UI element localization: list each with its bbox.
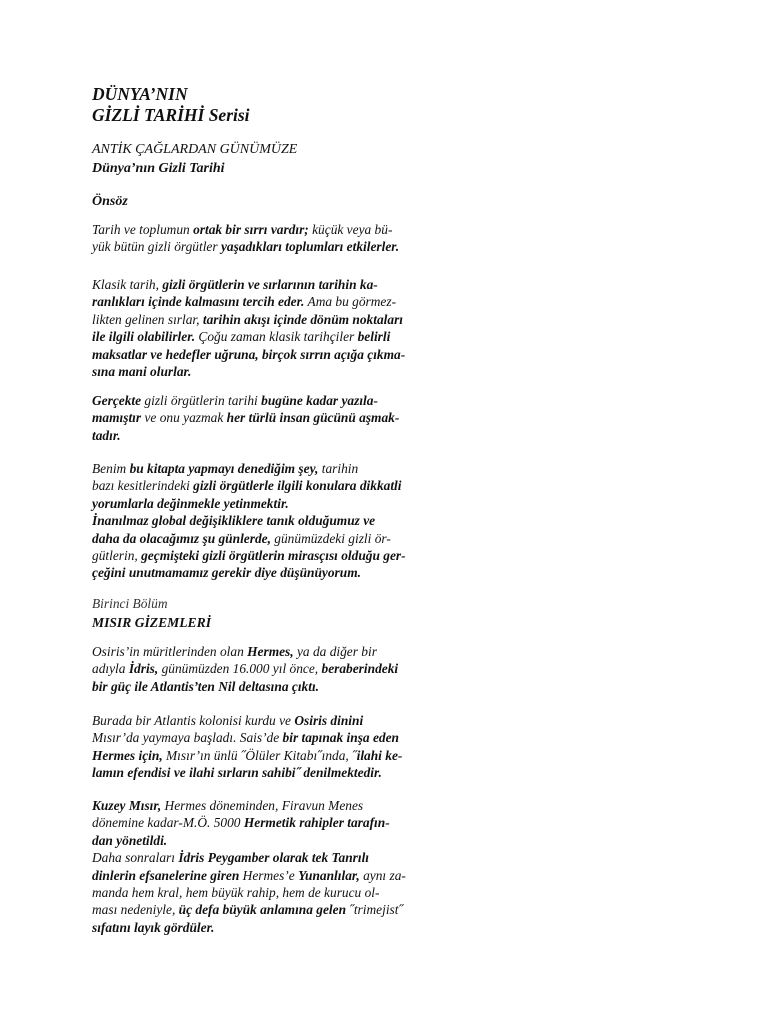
bold-phrase: Hermes,: [247, 644, 294, 659]
part-title: MISIR GİZEMLERİ: [92, 614, 211, 630]
bold-phrase: bu kitapta yapmayı denediğim şey,: [129, 461, 319, 476]
text-run: küçük veya bü-: [308, 222, 393, 237]
text-line: [92, 409, 472, 426]
text-run: Osiris’in müritlerinden olan: [92, 644, 248, 659]
bold-phrase: İdris,: [128, 661, 159, 677]
text-run: Hermes’e: [239, 867, 299, 883]
bold-phrase: yaşadıkları toplumları etkilerler.: [220, 239, 400, 255]
bold-phrase: bugüne kadar yazıla-: [261, 393, 378, 408]
bold-phrase: belirli: [357, 329, 391, 345]
text-run: Tarih ve toplumun: [92, 222, 194, 237]
bold-phrase: lamın efendisi ve ilahi sırların sahibi˝: [92, 765, 300, 781]
text-line: [92, 221, 472, 238]
bold-phrase: her türlü insan gücünü aşmak-: [226, 410, 400, 426]
text-line: [92, 797, 472, 814]
text-line: [92, 293, 472, 310]
text-run: ˝trimejist˝: [346, 902, 403, 918]
text-run: yük bütün gizli örgütler: [92, 239, 221, 255]
text-run: Mısır’da yaymaya başladı. Sais’de: [92, 730, 283, 746]
text-run: ması nedeniyle,: [92, 902, 179, 918]
paragraph-5: [92, 643, 472, 695]
bold-phrase: sıfatını layık gördüler.: [92, 919, 215, 935]
text-line: [92, 849, 472, 866]
text-run: ya da diğer bir: [293, 644, 377, 659]
text-run: likten gelinen sırlar,: [92, 311, 203, 327]
paragraph-4: [92, 460, 472, 582]
text-run: Benim: [92, 461, 130, 476]
bold-phrase: Osiris dinini: [294, 713, 364, 728]
text-line: [92, 884, 472, 901]
bold-phrase: çeğini unutmamamız gerekir diye düşünüyorum.: [92, 565, 361, 581]
part-heading: [92, 595, 472, 632]
bold-phrase: ilahi ke-: [356, 747, 403, 763]
text-line: [92, 530, 472, 547]
bold-phrase: daha da olacağımız şu günlerde,: [92, 530, 271, 546]
text-line: [92, 764, 472, 781]
bold-phrase: Hermes için,: [92, 747, 163, 763]
bold-phrase: İnanılmaz global değişikliklere tanık olduğumuz ve: [92, 513, 376, 529]
text-line: [92, 311, 472, 328]
text-line: [92, 363, 472, 380]
text-run: ve onu yazmak: [141, 410, 227, 426]
bold-phrase: dan yönetildi.: [92, 832, 168, 848]
text-run: manda hem kral, hem büyük rahip, hem de kurucu ol-: [92, 885, 380, 901]
book-title: ANTİK ÇAĞLARDAN GÜNÜMÜZE: [92, 142, 298, 157]
text-line: [92, 712, 472, 729]
series-title-line-1: DÜNYA’NIN: [92, 84, 188, 104]
bold-phrase: Gerçekte: [92, 393, 142, 408]
text-run: Mısır’ın ünlü ˝Ölüler Kitabı˝ında, ˝: [162, 747, 357, 763]
text-line: [92, 660, 472, 677]
paragraph-3: [92, 392, 472, 444]
bold-phrase: sına mani olurlar.: [92, 364, 192, 380]
bold-phrase: Kuzey Mısır,: [92, 798, 162, 813]
bold-phrase: tadır.: [92, 427, 121, 443]
text-line: [92, 643, 472, 660]
bold-phrase: Hermetik rahipler tarafın-: [243, 815, 390, 831]
bold-phrase: İdris Peygamber olarak tek Tanrılı: [178, 850, 370, 866]
text-line: [92, 814, 472, 831]
book-subtitle: Dünya’nın Gizli Tarihi: [92, 161, 225, 176]
text-run: gütlerin,: [92, 548, 142, 564]
bold-phrase: dinlerin efsanelerine giren: [92, 867, 240, 883]
text-run: günümüzden 16.000 yıl önce,: [158, 661, 322, 677]
text-run: aynı za-: [359, 867, 406, 883]
paragraph-6: [92, 712, 472, 782]
text-line: [92, 392, 472, 409]
bold-phrase: gizli örgütlerle ilgili konulara dikkatli: [193, 478, 402, 494]
text-run: Daha sonraları: [92, 850, 179, 866]
bold-phrase: Yunanlılar,: [298, 867, 360, 883]
text-line: [92, 238, 472, 255]
text-line: [92, 919, 472, 936]
bold-phrase: beraberindeki: [321, 661, 399, 677]
text-run: günümüzdeki gizli ör-: [270, 530, 391, 546]
text-run: adıyla: [92, 661, 129, 677]
book-title-block: [92, 140, 472, 178]
series-title: [92, 84, 472, 126]
series-title-line-2: GİZLİ TARİHİ Serisi: [92, 105, 250, 125]
text-line: [92, 547, 472, 564]
text-line: [92, 678, 472, 695]
text-run: bazı kesitlerindeki: [92, 478, 194, 494]
bold-phrase: tarihin akışı içinde dönüm noktaları: [202, 311, 404, 327]
bold-phrase: ile ilgili olabilirler.: [92, 329, 196, 345]
bold-phrase: maksatlar ve hedefler uğruna, birçok sırrın açığa çıkma-: [92, 346, 406, 362]
text-line: [92, 495, 472, 512]
bold-phrase: ortak bir sırrı vardır;: [193, 222, 309, 237]
bold-phrase: mamıştır: [92, 410, 142, 426]
paragraph-1: [92, 221, 472, 256]
text-line: [92, 901, 472, 918]
text-line: [92, 832, 472, 849]
bold-phrase: yorumlarla değinmekle yetinmektir.: [92, 495, 289, 511]
text-run: Hermes döneminden, Firavun Menes: [161, 798, 364, 813]
text-run: Burada bir Atlantis kolonisi kurdu ve: [92, 713, 295, 728]
text-line: [92, 460, 472, 477]
part-label: Birinci Bölüm: [92, 596, 168, 611]
text-line: [92, 564, 472, 581]
text-run: gizli örgütlerin tarihi: [141, 393, 262, 408]
text-line: [92, 427, 472, 444]
text-line: [92, 747, 472, 764]
bold-phrase: denilmektedir.: [303, 765, 382, 781]
bold-phrase: bir tapınak inşa eden: [282, 730, 399, 746]
text-run: dönemine kadar-M.Ö. 5000: [92, 815, 244, 831]
bold-phrase: üç defa büyük anlamına gelen: [178, 902, 347, 918]
text-line: [92, 346, 472, 363]
text-line: [92, 867, 472, 884]
text-line: [92, 729, 472, 746]
text-run: tarihin: [318, 461, 359, 476]
bold-phrase: gizli örgütlerin ve sırlarının tarihin ka-: [162, 277, 378, 292]
text-line: [92, 328, 472, 345]
text-run: Çoğu zaman klasik tarihçiler: [195, 329, 358, 345]
text-run: Ama bu görmez-: [304, 294, 397, 310]
text-line: [92, 512, 472, 529]
bold-phrase: geçmişteki gizli örgütlerin mirasçısı olduğu ger-: [141, 548, 406, 564]
bold-phrase: ranlıkları içinde kalmasını tercih eder.: [92, 294, 305, 310]
paragraph-2: [92, 276, 472, 380]
text-line: [92, 276, 472, 293]
bold-phrase: bir güç ile Atlantis’ten Nil deltasına çıktı.: [92, 678, 320, 694]
text-line: [92, 477, 472, 494]
text-run: Klasik tarih,: [92, 277, 163, 292]
paragraph-7: [92, 797, 472, 936]
preface-heading: Önsöz: [92, 194, 128, 209]
